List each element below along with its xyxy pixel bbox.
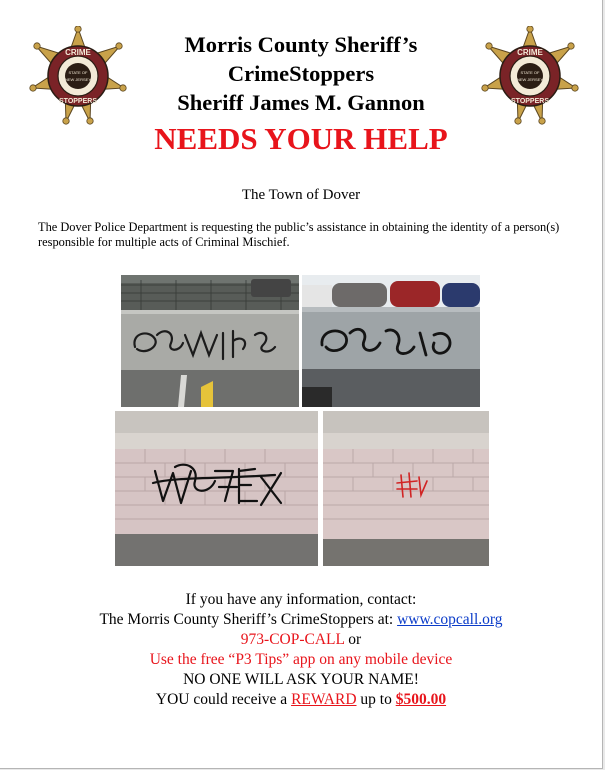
headline-needs-help: NEEDS YOUR HELP: [154, 121, 448, 156]
phone-suffix: or: [344, 631, 362, 648]
badge-center-top-text: STATE OF: [520, 70, 540, 75]
p3-tips-app-line: Use the free “P3 Tips” app on any mobile device: [149, 651, 453, 668]
header-title-line-2: CrimeStoppers: [227, 61, 375, 86]
badge-top-text: CRIME: [517, 48, 543, 57]
website-link[interactable]: www.copcall.org: [397, 611, 503, 628]
phone-number: 973-COP-CALL: [240, 631, 345, 648]
reward-word: REWARD: [291, 691, 357, 708]
anonymous-notice: NO ONE WILL ASK YOUR NAME!: [183, 671, 419, 688]
badge-center-top-text: STATE OF: [68, 70, 88, 75]
graffiti-photo-icon: [302, 275, 480, 407]
badge-bottom-text: STOPPERS: [511, 98, 549, 105]
contact-phone-line: [0, 630, 602, 650]
badge-top-text: CRIME: [65, 48, 91, 57]
header-sheriff-name: Sheriff James M. Gannon: [177, 90, 425, 115]
intro-paragraph: The Dover Police Department is requesting the public’s assistance in obtaining the identity of a person(s) responsible for multiple acts of Criminal Mischief.: [38, 220, 560, 249]
graffiti-photo-icon: [323, 411, 489, 566]
badge-center-bottom-text: NEW JERSEY: [64, 77, 92, 82]
town-name: The Town of Dover: [241, 187, 361, 203]
graffiti-photo-icon: [121, 275, 299, 407]
reward-amount: $500.00: [395, 691, 447, 708]
contact-website-line: [0, 610, 602, 630]
badge-bottom-text: STOPPERS: [59, 98, 97, 105]
reward-line: [0, 690, 602, 710]
graffiti-photo-icon: [115, 411, 318, 566]
contact-website-prefix: The Morris County Sheriff’s CrimeStoppers at:: [99, 611, 398, 628]
badge-center-bottom-text: NEW JERSEY: [516, 77, 544, 82]
sheriff-star-badge-icon: [480, 26, 580, 126]
reward-mid: up to: [356, 691, 396, 708]
contact-intro: If you have any information, contact:: [185, 591, 417, 608]
header-title-line-1: Morris County Sheriff’s: [184, 32, 418, 57]
reward-prefix: YOU could receive a: [155, 691, 292, 708]
